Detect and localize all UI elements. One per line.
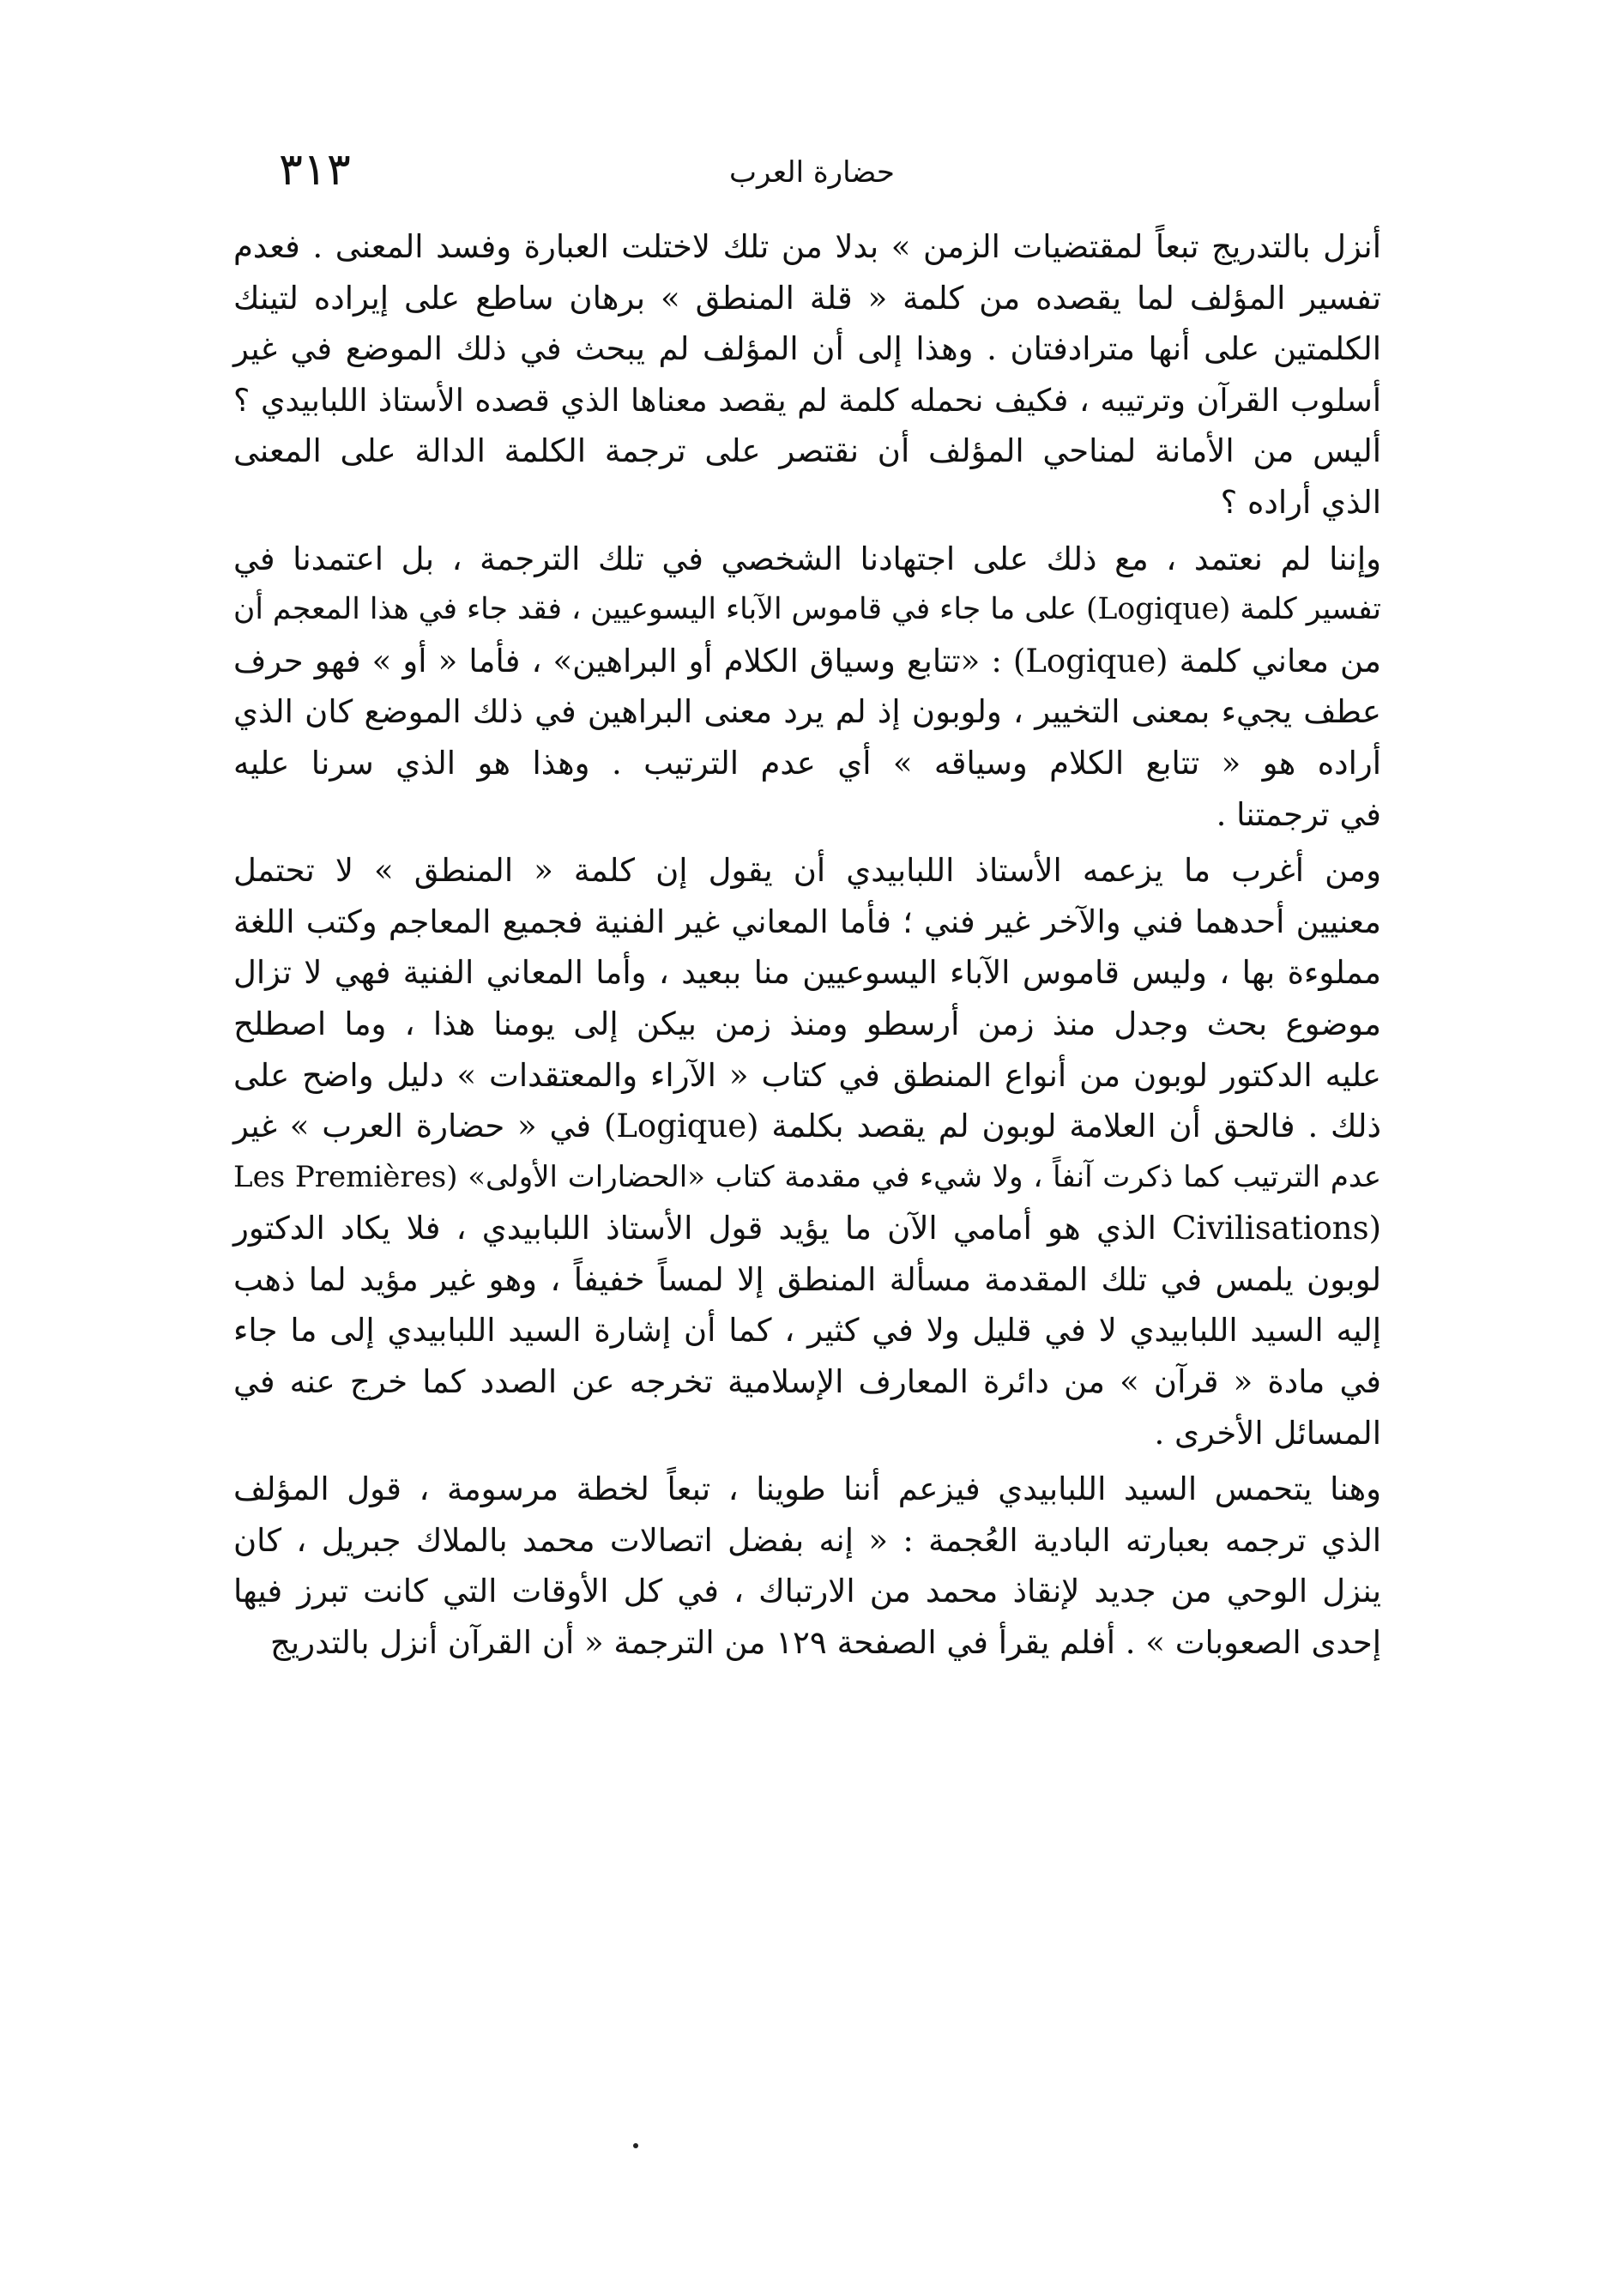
text-line: عليه الدكتور لوبون من أنواع المنطق في كتاب « الآراء والمعتقدات » دليل واضح على <box>233 1056 1381 1094</box>
text-line: موضوع بحث وجدل منذ زمن أرسطو ومنذ زمن بيكن إلى يومنا هذا ، وما اصطلح <box>233 1005 1381 1042</box>
paragraph <box>233 845 1381 1459</box>
text-line: أليس من الأمانة لمناحي المؤلف أن نقتصر على ترجمة الكلمة الدالة على المعنى <box>233 432 1381 470</box>
paragraph <box>233 1464 1381 1668</box>
text-line: ينزل الوحي من جديد لإنقاذ محمد من الارتباك ، في كل الأوقات التي كانت تبرز فيها <box>233 1573 1381 1610</box>
text-line: مملوءة بها ، وليس قاموس الآباء اليسوعيين منا ببعيد ، وأما المعاني الفنية فهي لا تزال <box>233 954 1381 992</box>
text-line: المسائل الأخرى . <box>1154 1414 1381 1452</box>
text-line: (Civilisations الذي هو أمامي الآن ما يؤيد قول الأستاذ اللبابيدي ، فلا يكاد الدكتور <box>233 1210 1381 1247</box>
footer-mark <box>633 2143 638 2148</box>
text-line: لوبون يلمس في تلك المقدمة مسألة المنطق إلا لمساً خفيفاً ، وهو غير مؤيد لما ذهب <box>233 1260 1381 1298</box>
text-line: عطف يجيء بمعنى التخيير ، ولوبون إذ لم يرد معنى البراهين في ذلك الموضع كان الذي <box>233 693 1381 731</box>
text-line: معنيين أحدهما فني والآخر غير فني ؛ فأما المعاني غير الفنية فجميع المعاجم وكتب اللغة <box>233 903 1381 940</box>
text-line: وإننا لم نعتمد ، مع ذلك على اجتهادنا الشخصي في تلك الترجمة ، بل اعتمدنا في <box>233 540 1381 577</box>
text-line: عدم الترتيب كما ذكرت آنفاً ، ولا شيء في مقدمة كتاب «الحضارات الأولى» (Les Premières <box>233 1159 1381 1194</box>
text-line: الذي ترجمه بعبارته البادية العُجمة : « إنه بفضل اتصالات محمد بالملاك جبريل ، كان <box>233 1521 1381 1559</box>
running-title: حضارة العرب <box>729 155 895 190</box>
body-text <box>233 221 1381 1669</box>
text-line: من معاني كلمة (Logique) : «تتابع وسياق الكلام أو البراهين» ، فأما « أو » فهو حرف <box>233 642 1381 679</box>
text-line: تفسير كلمة (Logique) على ما جاء في قاموس الآباء اليسوعيين ، فقد جاء في هذا المعجم أن <box>233 592 1381 627</box>
text-line: وهنا يتحمس السيد اللبابيدي فيزعم أننا طوينا ، تبعاً لخطة مرسومة ، قول المؤلف <box>233 1471 1381 1508</box>
running-head <box>0 144 1624 204</box>
text-line: إحدى الصعوبات » . أفلم يقرأ في الصفحة ١٢٩ من الترجمة « أن القرآن أنزل بالتدريج <box>270 1624 1381 1662</box>
text-line: في ترجمتنا . <box>1216 795 1381 833</box>
text-line: أراده هو « تتابع الكلام وسياقه » أي عدم الترتيب . وهذا هو الذي سرنا عليه <box>233 744 1381 782</box>
page-number: ٣١٣ <box>279 144 351 196</box>
text-line: أنزل بالتدريج تبعاً لمقتضيات الزمن » بدلا من تلك لاختلت العبارة وفسد المعنى . فعدم <box>233 228 1381 265</box>
paragraph <box>233 534 1381 841</box>
text-line: ومن أغرب ما يزعمه الأستاذ اللبابيدي أن يقول إن كلمة « المنطق » لا تحتمل <box>233 852 1381 890</box>
text-line: الكلمتين على أنها مترادفتان . وهذا إلى أن المؤلف لم يبحث في ذلك الموضع في غير <box>233 330 1381 368</box>
text-line: الذي أراده ؟ <box>1220 483 1381 521</box>
paragraph <box>233 221 1381 528</box>
text-line: في مادة « قرآن » من دائرة المعارف الإسلامية تخرجه عن الصدد كما خرج عنه في <box>233 1363 1381 1401</box>
text-line: أسلوب القرآن وترتيبه ، فكيف نحمله كلمة لم يقصد معناها الذي قصده الأستاذ اللبابيدي ؟ <box>233 381 1381 419</box>
text-line: تفسير المؤلف لما يقصده من كلمة « قلة المنطق » برهان ساطع على إيراده لتينك <box>233 279 1381 317</box>
text-line: ذلك . فالحق أن العلامة لوبون لم يقصد بكلمة (Logique) في « حضارة العرب » غير <box>233 1108 1381 1145</box>
text-line: إليه السيد اللبابيدي لا في قليل ولا في كثير ، كما أن إشارة السيد اللبابيدي إلى ما جاء <box>233 1312 1381 1350</box>
